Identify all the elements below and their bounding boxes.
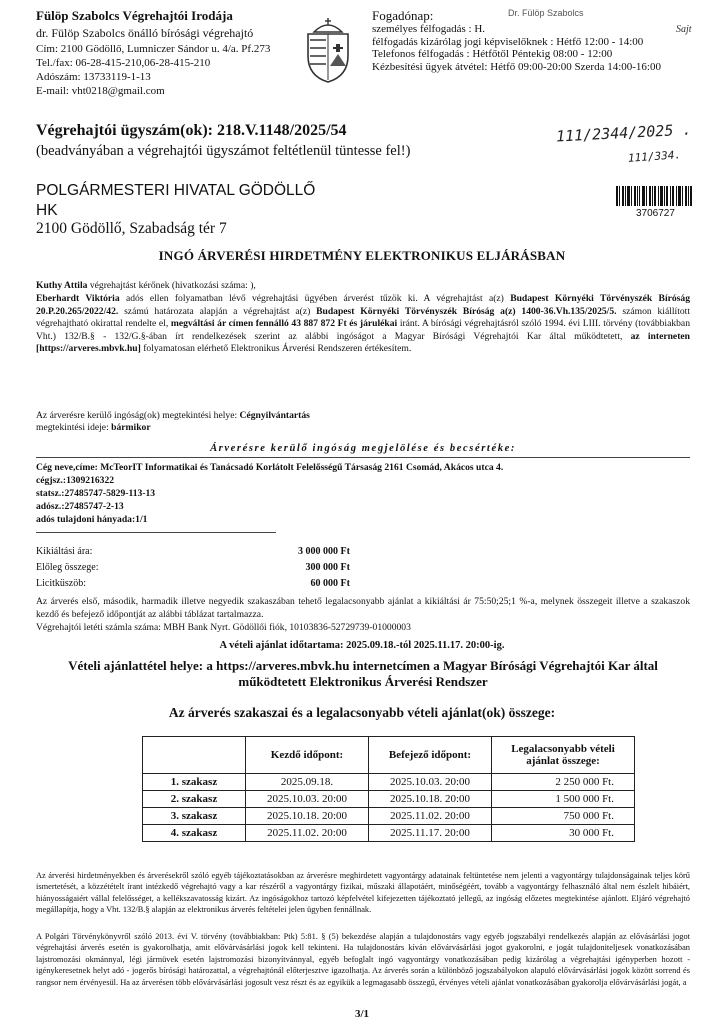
- table-row: [143, 808, 635, 825]
- stages-table: [142, 736, 635, 842]
- recipient-name: POLGÁRMESTERI HIVATAL GÖDÖLLŐ: [36, 182, 316, 199]
- intro-paragraph: [36, 293, 690, 356]
- debtor-name: Eberhardt Viktória: [36, 293, 120, 304]
- list-item: statsz.:27485747-5829-113-13: [36, 488, 156, 499]
- stage-paragraph: Az árverés első, második, harmadik illetve negyedik szakaszában tehető legalacsonyabb ajánlat a kikiáltási ár 75:50;25;1 %-a, melynek összegeit illetve a szakaszok kezdő és befejező időpontját az alábbi táblázat tartalmazza.: [36, 596, 690, 620]
- reception-line: személyes félfogadás : H.: [372, 22, 486, 35]
- table-cell: 1 500 000 Ft.: [492, 791, 635, 808]
- intro-text: számú határozata alapján a végrehajtást a(z): [118, 305, 317, 317]
- price-label: Licitküszöb:: [36, 578, 86, 589]
- list-item: adósz.:27485747-2-13: [36, 501, 124, 512]
- table-header-row: [143, 737, 635, 774]
- price-value: 3 000 000 Ft: [298, 546, 350, 557]
- price-label: Kikiáltási ára:: [36, 546, 93, 557]
- list-item: adós tulajdoni hányada:1/1: [36, 514, 148, 525]
- coat-of-arms-icon: [300, 16, 356, 86]
- table-cell: 3. szakasz: [143, 808, 246, 825]
- table-cell: 750 000 Ft.: [492, 808, 635, 825]
- barcode-icon: [616, 186, 692, 206]
- stamp-text: Dr. Fülöp Szabolcs: [508, 8, 584, 18]
- table-cell: 30 000 Ft.: [492, 825, 635, 842]
- viewing-place-value: Cégnyilvántartás: [239, 410, 310, 421]
- intro-line: [36, 280, 690, 293]
- list-item: cégjsz.:1309216322: [36, 475, 115, 486]
- reception-line: Kézbesítési ügyek átvétel: Hétfő 09:00-20:00 Szerda 14:00-16:00: [372, 61, 661, 74]
- viewing-time-label: megtekintési ideje:: [36, 422, 109, 433]
- intro-text: adós ellen folyamatban lévő végrehajtási ügyében árverést tűzök ki. A végrehajtást a(z): [119, 293, 511, 304]
- debt-amount: megváltási ár címen fennálló 43 887 872 Ft és járulékai: [170, 318, 398, 330]
- divider: [36, 532, 276, 533]
- table-cell: 2025.11.02. 20:00: [246, 825, 369, 842]
- handwritten-registration: 111/2344/2025 .: [555, 120, 692, 146]
- price-value: 300 000 Ft: [305, 562, 350, 573]
- page-number: 3/1: [354, 1008, 370, 1020]
- intro-text: folyamatosan elérhető Elektronikus Árverési Rendszeren értékesítem.: [140, 343, 412, 355]
- offer-period: A vételi ajánlat időtartama: 2025.09.18.-tól 2025.11.17. 20:00-ig.: [219, 640, 505, 651]
- recipient-line2: HK: [36, 202, 58, 219]
- table-cell: 2025.10.03. 20:00: [369, 774, 492, 791]
- bank-account: Végrehajtói letéti számla száma: MBH Bank Nyrt. Gödöllői fiók, 10103836-52729739-01000003: [36, 622, 411, 633]
- recipient-address: 2100 Gödöllő, Szabadság tér 7: [36, 220, 227, 237]
- fine-print: A Polgári Törvénykönyvről szóló 2013. évi V. törvény (továbbiakban: Ptk) 5:81. § (5) bekezdése alapján a tulajdonostárs vagy egyéb jogszabályi rendelkezés alapján az elővásárlási jogot végrehajtási árverés esetén is gyakorolhatja, amit elővárvásárlási jogok kell tekinteni. Ha tulajdonostárs kíván elővárvásárlási jogot gyakorolni, e jogát tulajdoniteljesek vonatkozásában lajstromozási okmánnyal, légi jármüvek esetén lajstromozási bizonyítvánnyal, egyéb befoglalt ingó vagyontárgy vonatkozásában pedig kizárólag a végrehajtási igényperben hozott - igénykeresetnek helyt adó - jogerős bírósági határozattal, a végrehajtónál előterjesztve igazolhatja. Az árverés során a különböző jogszabályokon alapuló elővárvásárlási jogok között sorrend és rangsor nem érvényesül. Ha az árverésen több elővárvásárlási jogosult vesz részt és az egyikük a legmagasabb összegű, érvényes vételi ajánlat vonatkozásában gyakorolja elővárvásárlási jogát, a: [36, 932, 690, 987]
- reception-hours: [372, 10, 661, 74]
- viewing-place: [36, 410, 310, 423]
- office-name: Fülöp Szabolcs Végrehajtói Irodája: [36, 8, 233, 23]
- table-header: Legalacsonyabb vételi ajánlat összege:: [492, 737, 635, 774]
- table-header: Kezdő időpont:: [246, 737, 369, 774]
- intro-text: iránt. A bírósági végrehajtásról szóló 1994. évi LIII. törvény (továbbiakban Vht.) 132/B.§ - 132/G.§-ában írt rendelkezések szerint az alábbi ingóságot a Magyar Bírósági Végrehajtói Kar által működtetett,: [36, 318, 690, 342]
- office-line: Adószám: 13733119-1-13: [36, 71, 151, 83]
- auction-url: az interneten [https://arveres.mbvk.hu]: [36, 330, 690, 355]
- barcode-number: 3706727: [636, 208, 675, 219]
- case-note: (beadványában a végrehajtói ügyszámot feltétlenül tüntesse fel!): [36, 143, 411, 159]
- office-line: Tel./fax: 06-28-415-210,06-28-415-210: [36, 57, 211, 69]
- viewing-place-label: Az árverésre kerülő ingóság(ok) megtekintési helye:: [36, 410, 238, 421]
- price-label: Előleg összege:: [36, 562, 99, 573]
- handwritten-registration-2: 111/334.: [627, 148, 682, 165]
- table-header: [143, 737, 246, 774]
- office-line: E-mail: vht0218@gmail.com: [36, 85, 165, 97]
- reception-line: Telefonos félfogadás : Hétfőtől Péntekig 08:00 - 12:00: [372, 48, 613, 61]
- stages-title: Az árverés szakaszai és a legalacsonyabb vételi ajánlat(ok) összege:: [168, 705, 556, 720]
- table-cell: 2 250 000 Ft.: [492, 774, 635, 791]
- office-line: dr. Fülöp Szabolcs önálló bírósági végrehajtó: [36, 26, 254, 40]
- table-cell: 2025.11.17. 20:00: [369, 825, 492, 842]
- reception-header: Fogadónap:: [372, 8, 434, 23]
- case-number: Végrehajtói ügyszám(ok): 218.V.1148/2025/54: [36, 122, 347, 139]
- signature-mark: Sajt: [676, 24, 692, 35]
- table-header: Befejező időpont:: [369, 737, 492, 774]
- divider: [36, 457, 690, 458]
- viewing-time-value: bármikor: [111, 422, 151, 433]
- table-cell: 2025.09.18.: [246, 774, 369, 791]
- table-cell: 2025.11.02. 20:00: [369, 808, 492, 825]
- fine-print: Az árverési hirdetményekben és árverésekről szóló egyéb tájékoztatásokban az árverésre meghirdetett vagyontárgy adatainak feltüntetése nem jelenti a vagyontárgy tulajdonságainak teljes körű ismertetését, a közzétételt írant intézkedő végrehajtó vagy a kar részéről a vagyontárgy fizikai, műszaki állapotáért, minőségéért, tovább a vagyontárgy felhasználó által nem észlelt hibáiért, hiányosságaiért vállal felelősséget, a kellékszavatosság kizárt. Az ingóságokhoz tartozó képfelvétel kifejezetten tájékoztató jellegű, az ingóság előzetes megtekintése ajánlott. Eljáró végrehajtó megállapítja, hogy a Vht. 132/B.§ alapján az elektronikus árverés feltételei jelen ügyben fennállnak.: [36, 871, 690, 915]
- table-row: [143, 791, 635, 808]
- table-row: [143, 774, 635, 791]
- table-cell: 2025.10.18. 20:00: [246, 808, 369, 825]
- list-item: Cég neve,címe: McTeorIT Informatikai és Tanácsadó Korlátolt Felelősségű Társaság 2161 Csomád, Akácos utca 4.: [36, 462, 504, 473]
- reception-line: félfogadás kizárólag jogi képviselőknek : Hétfő 12:00 - 14:00: [372, 35, 644, 48]
- office-line: Cím: 2100 Gödöllő, Lumniczer Sándor u. 4/a. Pf.273: [36, 43, 271, 55]
- table-cell: 2025.10.03. 20:00: [246, 791, 369, 808]
- court-ref-2: Budapest Környéki Törvényszék Bíróság a(z) 1400-36.Vh.135/2025/5.: [316, 305, 617, 317]
- court-ref: Budapest Környéki Törvényszék Bíróság 20.P.20.265/2022/42.: [36, 293, 690, 317]
- intro-text: számon kiállított végrehajtható okirattal rendelte el,: [36, 305, 690, 330]
- table-cell: 2. szakasz: [143, 791, 246, 808]
- table-cell: 2025.10.18. 20:00: [369, 791, 492, 808]
- item-list: [36, 461, 503, 526]
- creditor-name: Kuthy Attila: [36, 280, 88, 291]
- table-cell: 4. szakasz: [143, 825, 246, 842]
- items-header: Árverésre kerülő ingóság megjelölése és becsértéke:: [210, 443, 516, 454]
- table-row: [143, 825, 635, 842]
- intro-text: végrehajtást kérőnek (hivatkozási száma: ),: [87, 280, 256, 291]
- table-cell: 1. szakasz: [143, 774, 246, 791]
- viewing-time: [36, 422, 151, 435]
- price-value: 60 000 Ft: [310, 578, 350, 589]
- offer-place: Vételi ajánlattétel helye: a https://arveres.mbvk.hu internetcímen a Magyar Bírósági Végrehajtói Kar által működtetett Elektronikus Árverési Rendszer: [68, 658, 658, 689]
- document-title: INGÓ ÁRVERÉSI HIRDETMÉNY ELEKTRONIKUS ELJÁRÁSBAN: [158, 248, 566, 263]
